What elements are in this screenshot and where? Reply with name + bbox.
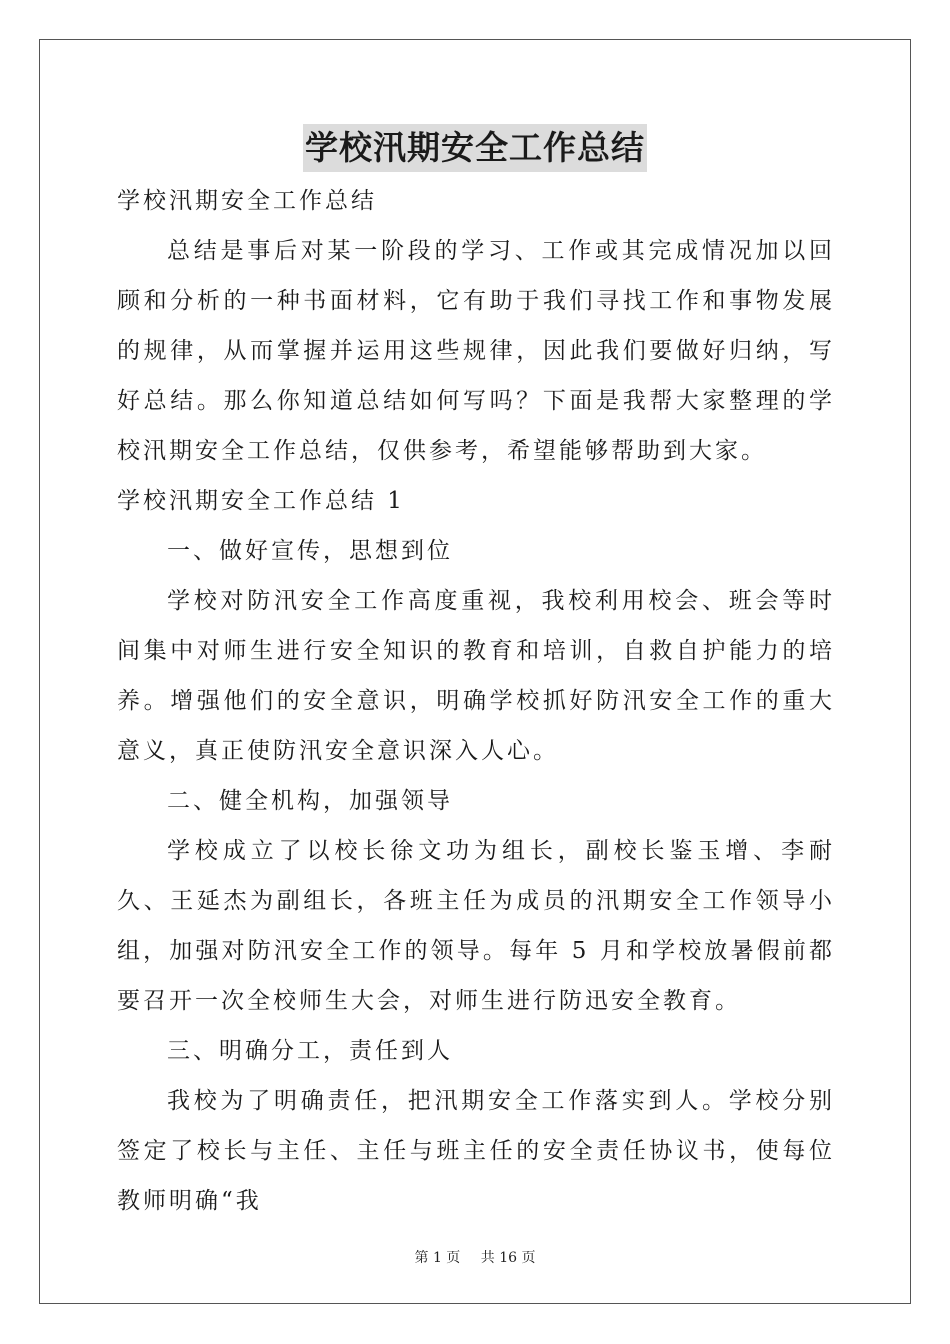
subheading-publicity: 一、做好宣传，思想到位 [167,538,453,564]
section-heading-1: 学校汛期安全工作总结 1 [117,488,405,514]
document-body [117,176,835,1226]
page-number: 第 1 页 [414,1250,461,1266]
paragraph-responsibility: 我校为了明确责任，把汛期安全工作落实到人。学校分别签定了校长与主任、主任与班主任的安全责任协议书，使每位教师明确“我 [117,1088,835,1214]
paragraph-subtitle: 学校汛期安全工作总结 [117,188,377,214]
document-title: 学校汛期安全工作总结 [303,124,647,172]
subheading-organization: 二、健全机构，加强领导 [167,788,453,814]
paragraph-publicity: 学校对防汛安全工作高度重视，我校利用校会、班会等时间集中对师生进行安全知识的教育和培训，自救自护能力的培养。增强他们的安全意识，明确学校抓好防汛安全工作的重大意义，真正使防汛安全意识深入人心。 [117,588,835,764]
paragraph-organization: 学校成立了以校长徐文功为组长，副校长鉴玉增、李耐久、王延杰为副组长，各班主任为成员的汛期安全工作领导小组，加强对防汛安全工作的领导。每年 5 月和学校放暑假前都要召开一次全校师生大会，对师生进行防迅安全教育。 [117,838,835,1014]
paragraph-intro: 总结是事后对某一阶段的学习、工作或其完成情况加以回顾和分析的一种书面材料，它有助于我们寻找工作和事物发展的规律，从而掌握并运用这些规律，因此我们要做好归纳，写好总结。那么你知道总结如何写吗？下面是我帮大家整理的学校汛期安全工作总结，仅供参考，希望能够帮助到大家。 [117,238,835,464]
page-total: 共 16 页 [480,1250,536,1266]
page-footer [0,1247,950,1267]
subheading-responsibility: 三、明确分工，责任到人 [167,1038,453,1064]
document-title-block [0,124,950,172]
